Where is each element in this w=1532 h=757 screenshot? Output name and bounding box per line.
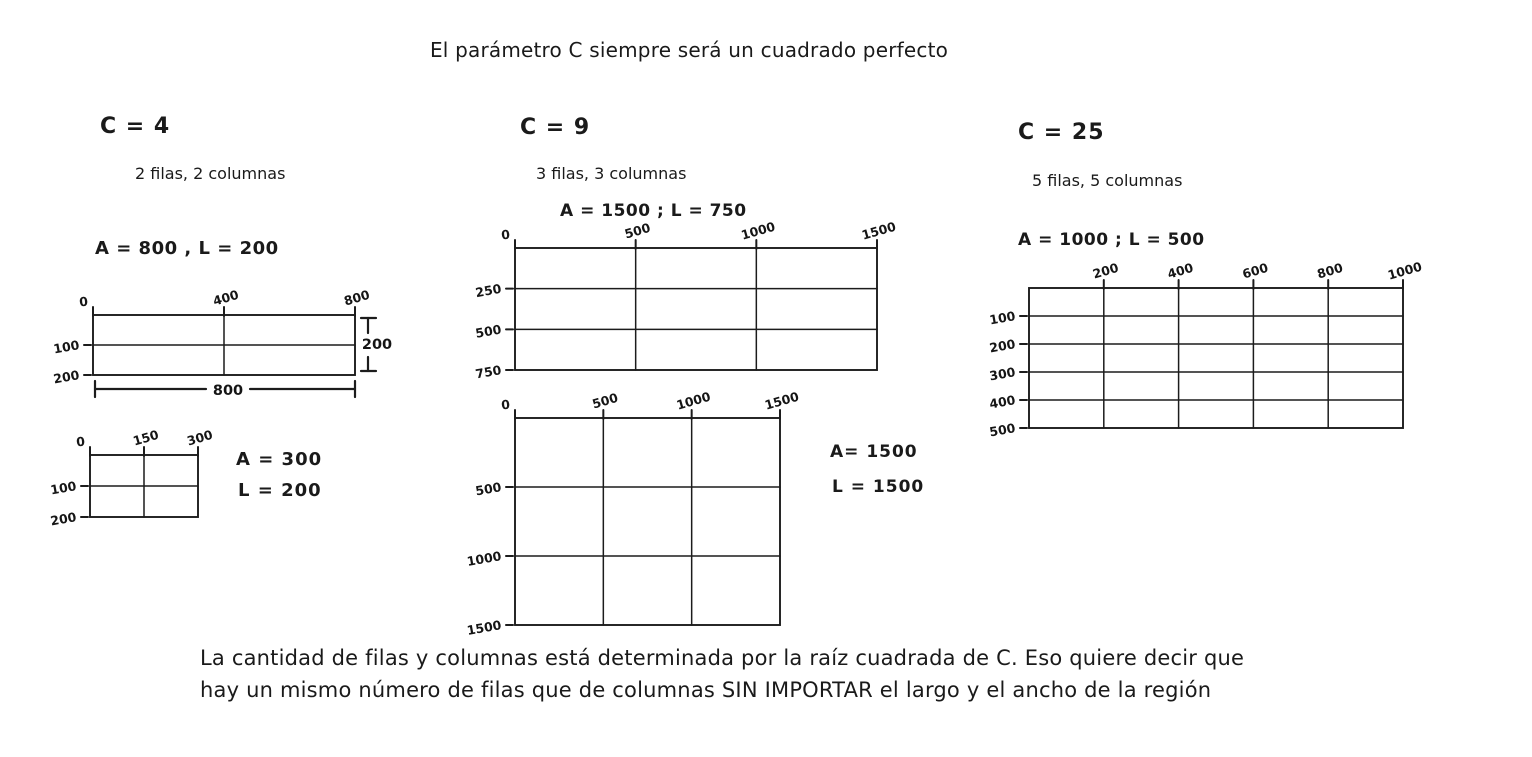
section-c4-params: A = 800 , L = 200 (95, 238, 279, 259)
page-title: El parámetro C siempre será un cuadrado perfecto (429, 38, 949, 62)
section-c9-params: A = 1500 ; L = 750 (560, 201, 747, 221)
axis-label: 1000 (1385, 258, 1424, 283)
axis-label: 1000 (674, 388, 713, 413)
axis-label: 150 (131, 426, 161, 449)
grid-c4-small (49, 427, 214, 529)
axis-label: 400 (211, 286, 241, 309)
section-c4-dims: 2 filas, 2 columnas (135, 164, 286, 183)
grid-c4-main (52, 287, 371, 387)
grid-outline (515, 418, 780, 625)
axis-label: 500 (988, 420, 1017, 440)
grid-outline (1029, 288, 1403, 428)
axis-label: 1500 (762, 388, 801, 413)
section-c25-params: A = 1000 ; L = 500 (1018, 230, 1205, 250)
grid-outline (515, 248, 877, 370)
section-c4-heading: C = 4 (100, 114, 171, 139)
axis-label: 750 (474, 362, 503, 382)
axis-label: 0 (75, 433, 86, 450)
axis-label: 400 (1165, 259, 1195, 282)
axis-label: 1500 (465, 617, 503, 638)
grid-c9-wide (474, 219, 898, 382)
axis-label: 1000 (465, 548, 503, 569)
axis-label: 0 (500, 226, 511, 243)
axis-label: 800 (1315, 259, 1345, 282)
section-c9-heading: C = 9 (520, 115, 591, 140)
axis-label: 500 (590, 389, 620, 412)
axis-label: 200 (49, 509, 78, 529)
axis-label: 500 (474, 479, 503, 499)
axis-label: 800 (212, 383, 244, 399)
axis-label: 200 (52, 367, 81, 387)
axis-label: 500 (474, 321, 503, 341)
axis-label: 100 (49, 478, 78, 498)
grid-c25-main (988, 259, 1424, 440)
axis-label: 200 (988, 336, 1017, 356)
section-c25-heading: C = 25 (1018, 120, 1105, 145)
axis-label: 1500 (859, 218, 898, 243)
axis-label: 200 (361, 337, 393, 353)
axis-label: 400 (988, 392, 1017, 412)
axis-label: 800 (342, 286, 372, 309)
axis-label: 300 (185, 426, 215, 449)
section-c25-dims: 5 filas, 5 columnas (1032, 171, 1183, 190)
footer-line-2: hay un mismo número de filas que de columnas SIN IMPORTAR el largo y el ancho de la región (200, 678, 1212, 702)
c4-dimension-markers (95, 318, 392, 399)
axis-label: 0 (78, 293, 89, 310)
axis-label: 600 (1240, 259, 1270, 282)
footer-line-1: La cantidad de filas y columnas está determinada por la raíz cuadrada de C. Eso quiere decir que (200, 646, 1245, 670)
axis-label: 200 (1090, 259, 1121, 282)
axis-label: 100 (52, 337, 81, 357)
grid-c9-square (466, 389, 801, 638)
axis-label: 250 (474, 280, 503, 301)
axis-label: 300 (988, 364, 1017, 384)
axis-label: 1000 (739, 218, 777, 243)
c4-small-length-label: L = 200 (238, 480, 322, 501)
c9-square-length-label: L = 1500 (832, 477, 925, 497)
c4-small-area-label: A = 300 (236, 449, 323, 470)
axis-label: 0 (500, 396, 511, 413)
axis-label: 500 (622, 219, 653, 242)
c9-square-area-label: A= 1500 (830, 442, 918, 462)
axis-label: 100 (988, 308, 1017, 328)
section-c9-dims: 3 filas, 3 columnas (536, 164, 687, 183)
